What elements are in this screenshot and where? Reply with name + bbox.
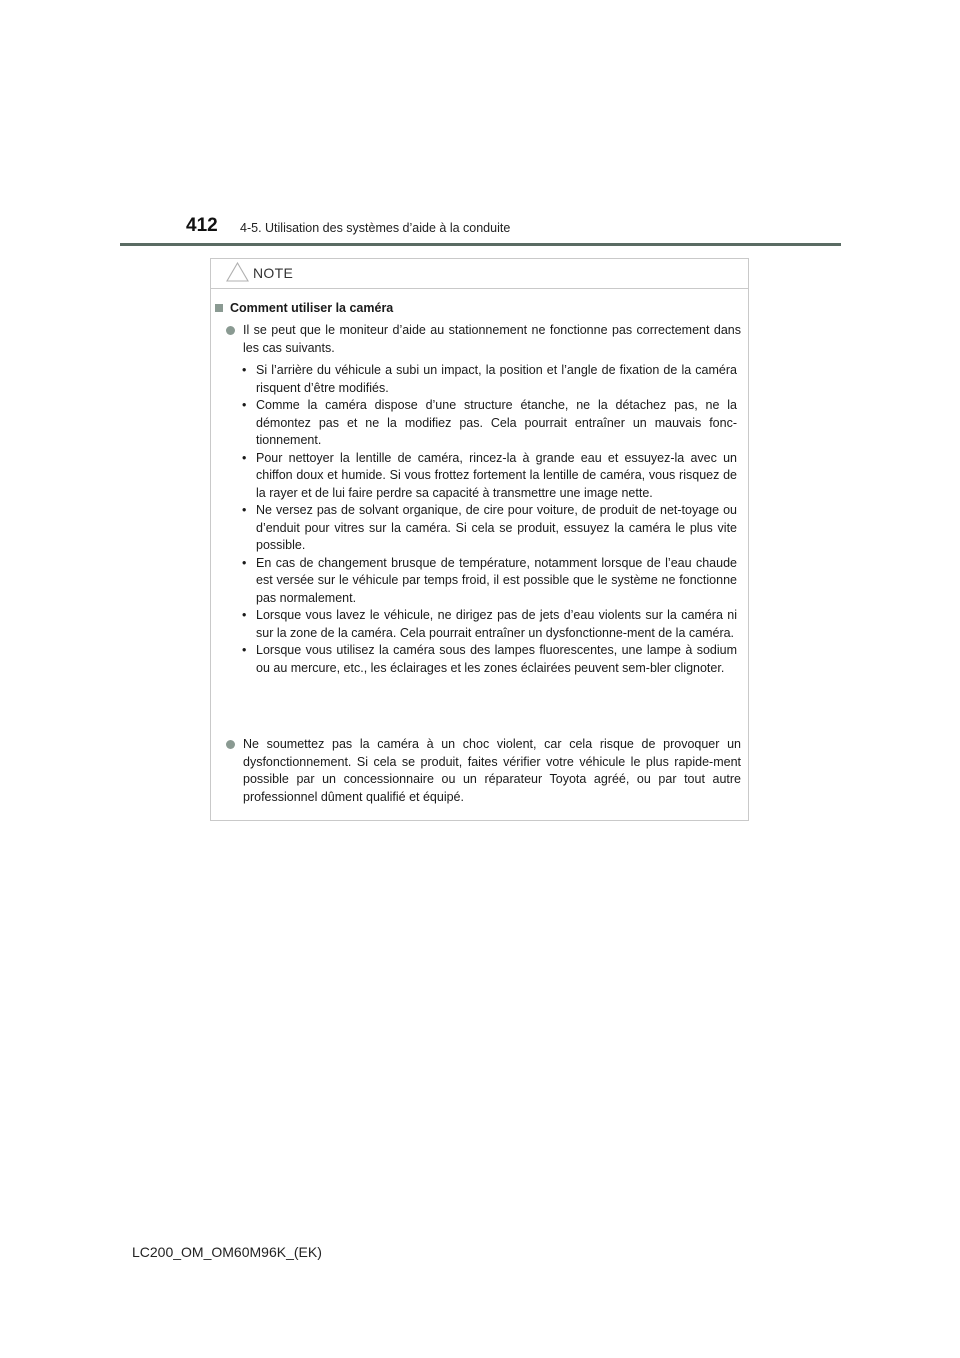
warning-triangle-icon — [226, 262, 249, 282]
section-title: 4-5. Utilisation des systèmes d’aide à la conduite — [240, 221, 511, 235]
list-item-text: Pour nettoyer la lentille de caméra, rincez-la à grande eau et essuyez-la avec un chiffon doux et humide. Si vous frottez fortement la lentille de caméra, vous risquez de la rayer et de lui faire perdre sa capacité à transmettre une image nette. — [256, 450, 737, 500]
sub-bullet-list — [237, 362, 737, 677]
page-number: 412 — [186, 215, 218, 236]
list-item-text: Lorsque vous utilisez la caméra sous des lampes fluorescentes, une lampe à sodium ou au mercure, etc., les éclairages et les zones éclairées peuvent sem-bler clignoter. — [256, 643, 737, 675]
square-bullet-icon — [215, 304, 223, 312]
note-header — [211, 259, 748, 289]
list-item-text: Si l’arrière du véhicule a subi un impact, la position et l’angle de fixation de la caméra risquent d’être modifiés. — [256, 363, 737, 395]
list-item: • Comme la caméra dispose d’une structure étanche, ne la détachez pas, ne la démontez pas et ne la modifiez pas. Cela pourrait entraîner un mauvais fonc-tionnement. — [242, 398, 737, 447]
circle-item-1-text: Il se peut que le moniteur d’aide au stationnement ne fonctionne pas correctement dans les cas suivants. — [243, 323, 741, 355]
subsection-title — [215, 300, 393, 318]
list-item: • Lorsque vous utilisez la caméra sous des lampes fluorescentes, une lampe à sodium ou au mercure, etc., les éclairages et les zones éclairées peuvent sem-bler clignoter. — [242, 643, 737, 675]
list-item-text: Comme la caméra dispose d’une structure étanche, ne la détachez pas, ne la démontez pas et ne la modifiez pas. Cela pourrait entraîner un mauvais fonc-tionnement. — [256, 398, 737, 447]
list-item: • Ne versez pas de solvant organique, de cire pour voiture, de produit de net-toyage ou d’enduit pour vitres sur la caméra. Si cela se produit, essuyez la caméra le plus vite possible. — [242, 503, 737, 552]
document-code: LC200_OM_OM60M96K_(EK) — [132, 1244, 322, 1260]
circle-item-1 — [215, 322, 741, 357]
list-item-text: Ne versez pas de solvant organique, de cire pour voiture, de produit de net-toyage ou d’enduit pour vitres sur la caméra. Si cela se produit, essuyez la caméra le plus vite possible. — [256, 503, 737, 552]
list-item: • Si l’arrière du véhicule a subi un impact, la position et l’angle de fixation de la caméra risquent d’être modifiés. — [242, 363, 737, 395]
note-box — [210, 258, 749, 821]
list-item-text: En cas de changement brusque de température, notamment lorsque de l’eau chaude est versée sur le véhicule par temps froid, il est possible que le système ne fonctionne pas normalement. — [256, 555, 737, 605]
circle-bullet-icon — [226, 326, 235, 335]
list-item: • En cas de changement brusque de température, notamment lorsque de l’eau chaude est versée sur le véhicule par temps froid, il est possible que le système ne fonctionne pas normalement. — [242, 555, 737, 605]
list-item: • Pour nettoyer la lentille de caméra, rincez-la à grande eau et essuyez-la avec un chiffon doux et humide. Si vous frottez fortement la lentille de caméra, vous risquez de la rayer et de lui faire perdre sa capacité à transmettre une image nette. — [242, 450, 737, 500]
subsection-title-text: Comment utiliser la caméra — [230, 301, 394, 315]
header-rule — [120, 243, 841, 246]
note-label: NOTE — [253, 265, 294, 281]
circle-item-2 — [215, 736, 741, 806]
circle-bullet-icon — [226, 740, 235, 749]
list-item: • Lorsque vous lavez le véhicule, ne dirigez pas de jets d’eau violents sur la caméra ni sur la zone de la caméra. Cela pourrait entraîner un dysfonctionne-ment de la caméra. — [242, 608, 737, 640]
list-item-text: Lorsque vous lavez le véhicule, ne dirigez pas de jets d’eau violents sur la caméra ni sur la zone de la caméra. Cela pourrait entraîner un dysfonctionne-ment de la caméra. — [256, 608, 737, 640]
circle-item-2-text: Ne soumettez pas la caméra à un choc violent, car cela risque de provoquer un dysfonctionnement. Si cela se produit, faites vérifier votre véhicule le plus rapide-ment possible par un concessionnaire ou un réparateur Toyota agréé, ou par tout autre professionnel dûment qualifié et équipé. — [243, 737, 741, 804]
